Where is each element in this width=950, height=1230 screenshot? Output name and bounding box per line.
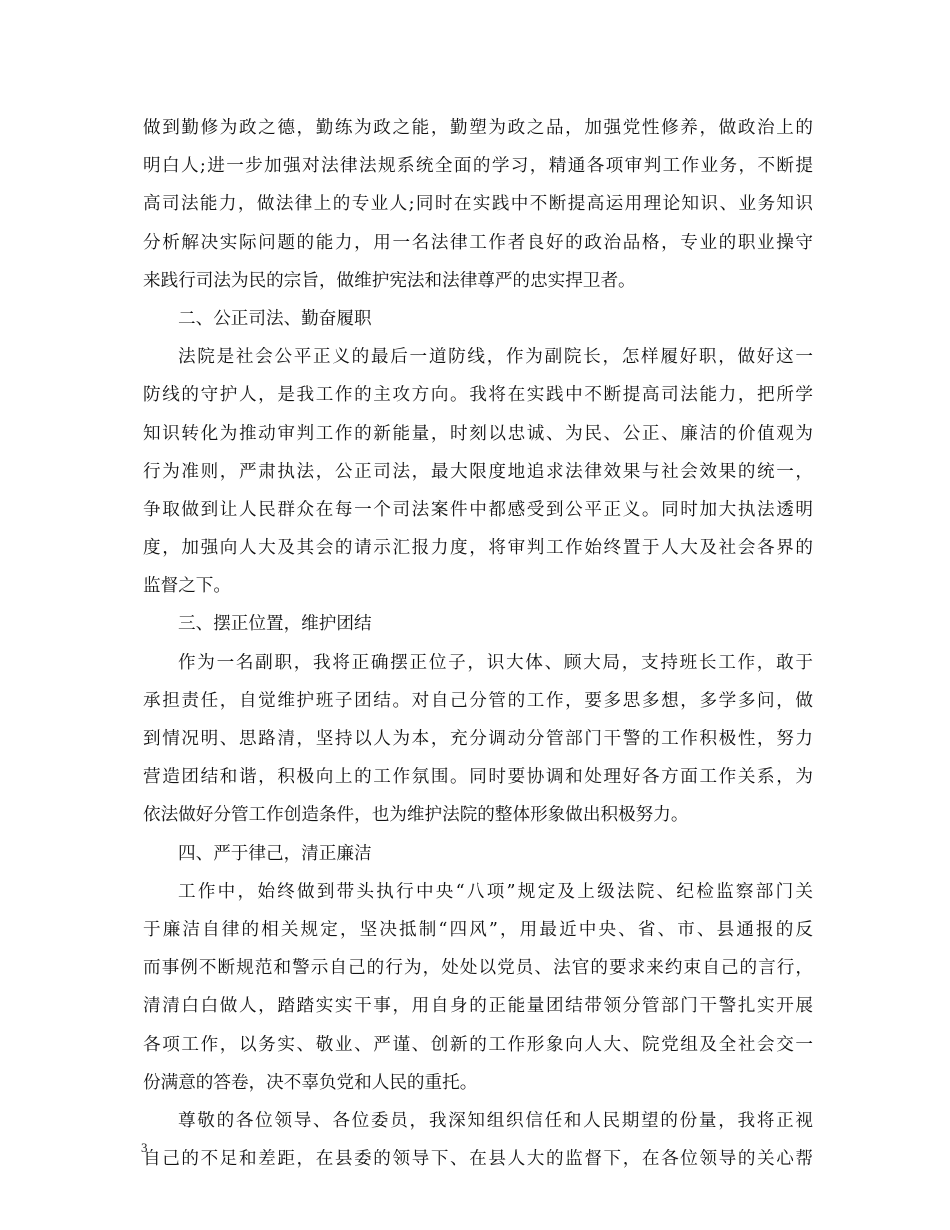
paragraph-line: 行为准则，严肃执法，公正司法，最大限度地追求法律效果与社会效果的统一， xyxy=(143,461,813,482)
section-heading: 四、严于律己，清正廉洁 xyxy=(178,843,372,864)
paragraph-line: 防线的守护人，是我工作的主攻方向。我将在实践中不断提高司法能力，把所学 xyxy=(143,385,813,406)
paragraph-line: 来践行司法为民的宗旨，做维护宪法和法律尊严的忠实捍卫者。 xyxy=(143,270,636,291)
paragraph-line: 承担责任，自觉维护班子团结。对自己分管的工作，要多思多想，多学多问，做 xyxy=(143,690,813,711)
paragraph-line: 工作中，始终做到带头执行中央“八项”规定及上级法院、纪检监察部门关 xyxy=(178,881,813,902)
paragraph-line: 知识转化为推动审判工作的新能量，时刻以忠诚、为民、公正、廉洁的价值观为 xyxy=(143,423,813,444)
page-number: 3 xyxy=(141,1140,148,1155)
paragraph-line: 而事例不断规范和警示自己的行为，处处以党员、法官的要求来约束自己的言行， xyxy=(143,958,813,979)
paragraph-line: 清清白白做人，踏踏实实干事，用自身的正能量团结带领分管部门干警扎实开展 xyxy=(143,996,813,1017)
paragraph-line: 到情况明、思路清，坚持以人为本，充分调动分管部门干警的工作积极性，努力 xyxy=(143,729,813,749)
document-body xyxy=(143,109,813,1178)
paragraph-line: 法院是社会公平正义的最后一道防线，作为副院长，怎样履好职，做好这一 xyxy=(178,347,813,368)
paragraph-line: 营造团结和谐，积极向上的工作氛围。同时要协调和处理好各方面工作关系，为 xyxy=(143,767,813,788)
paragraph-line: 自己的不足和差距，在县委的领导下、在县人大的监督下，在各位领导的关心帮 xyxy=(143,1149,813,1170)
paragraph-line: 分析解决实际问题的能力，用一名法律工作者良好的政治品格，专业的职业操守 xyxy=(143,232,813,253)
paragraph-line: 度，加强向人大及其会的请示汇报力度，将审判工作始终置于人大及社会各界的 xyxy=(143,538,813,559)
paragraph-line: 高司法能力，做法律上的专业人;同时在实践中不断提高运用理论知识、业务知识 xyxy=(143,194,813,215)
paragraph-line: 作为一名副职，我将正确摆正位子，识大体、顾大局，支持班长工作，敢于 xyxy=(178,652,813,673)
paragraph-line: 尊敬的各位领导、各位委员，我深知组织信任和人民期望的份量，我将正视 xyxy=(178,1110,813,1131)
section-heading: 二、公正司法、勤奋履职 xyxy=(178,308,372,329)
paragraph-line: 明白人;进一步加强对法律法规系统全面的学习，精通各项审判工作业务，不断提 xyxy=(143,156,813,177)
paragraph-line: 依法做好分管工作创造条件，也为维护法院的整体形象做出积极努力。 xyxy=(143,805,689,826)
paragraph-line: 各项工作，以务实、敬业、严谨、创新的工作形象向人大、院党组及全社会交一 xyxy=(143,1034,813,1055)
section-heading: 三、摆正位置，维护团结 xyxy=(178,614,372,635)
paragraph-line: 监督之下。 xyxy=(143,576,231,597)
paragraph-line: 争取做到让人民群众在每一个司法案件中都感受到公平正义。同时加大执法透明 xyxy=(143,499,813,520)
paragraph-line: 做到勤修为政之德，勤练为政之能，勤塑为政之品，加强党性修养，做政治上的 xyxy=(143,118,813,138)
paragraph-line: 份满意的答卷，决不辜负党和人民的重托。 xyxy=(143,1072,478,1093)
paragraph-line: 于廉洁自律的相关规定，坚决抵制“四风”，用最近中央、省、市、县通报的反 xyxy=(143,919,813,940)
